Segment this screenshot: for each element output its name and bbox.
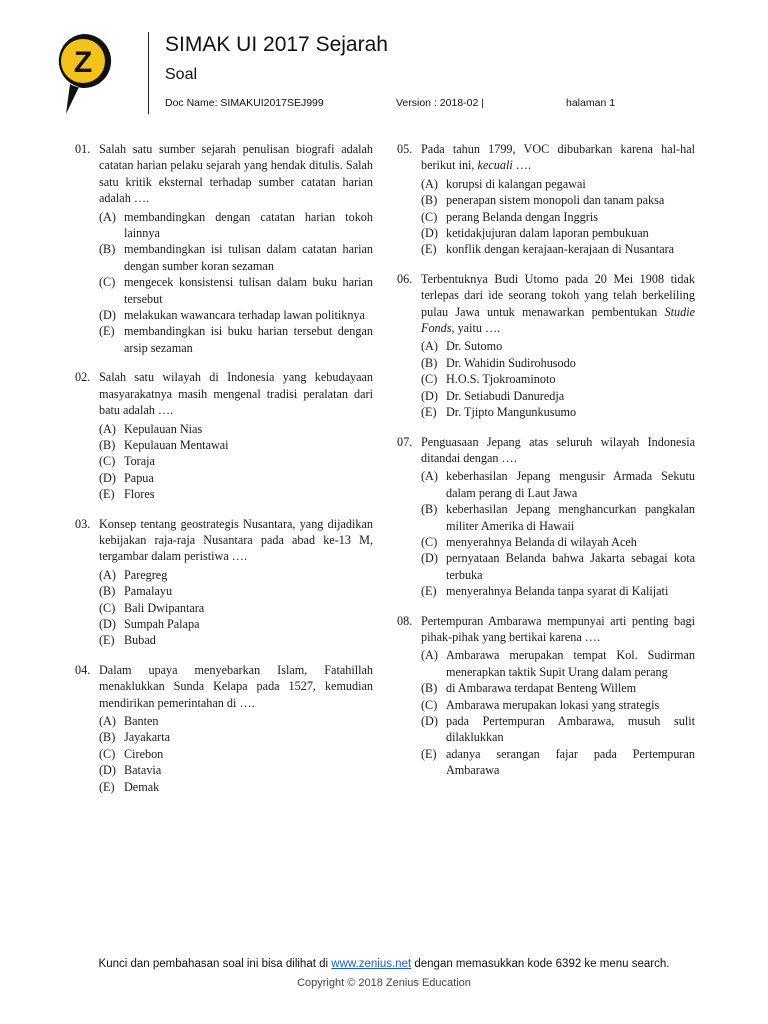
question-05: [397, 141, 695, 258]
option-c: (C) menyerahnya Belanda di wilayah Aceh: [421, 534, 637, 549]
question-text: Salah satu wilayah di Indonesia yang kebudayaan masyarakatnya masih mengenal tradisi peralatan dari batu adalah ….: [99, 370, 373, 418]
option-b: (B) di Ambarawa terdapat Benteng Willem: [421, 681, 637, 696]
option-e: (E) menyerahnya Belanda tanpa syarat di Kalijati: [421, 584, 669, 599]
option-c: (C) Ambarawa merupakan lokasi yang strategis: [421, 697, 660, 712]
option-b: (B) Jayakarta: [99, 730, 171, 745]
option-e: (E) Dr. Tjipto Mangunkusumo: [421, 405, 577, 420]
option-a: (A) membandingkan dengan catatan harian tokoh lainnya: [99, 209, 373, 241]
question-number: 05.: [397, 142, 413, 156]
option-e: (E) Flores: [99, 487, 155, 502]
doc-subtitle: Soal: [165, 66, 198, 83]
question-number: 01.: [75, 142, 91, 156]
question-number: 06.: [397, 271, 413, 286]
option-b: (B) Dr. Wahidin Sudirohusodo: [421, 355, 576, 370]
option-c: (C) Bali Dwipantara: [99, 600, 205, 615]
column-right: [397, 141, 695, 792]
option-d: (D) pada Pertempuran Ambarawa, musuh sulit dilaklukkan: [421, 714, 695, 745]
option-d: (D) melakukan wawancara terhadap lawan politiknya: [99, 308, 365, 323]
question-04: [75, 662, 373, 795]
footer-note: Kunci dan pembahasan soal ini bisa dilihat di www.zenius.net dengan memasukkan kode 6392 ke menu search.: [98, 958, 670, 970]
question-01: [75, 141, 373, 356]
question-text: Konsep tentang geostrategis Nusantara, yang dijadikan kebijakan raja-raja Nusantara pada abad ke-13 M, tergambar dalam peristiwa ….: [99, 516, 373, 564]
option-e: (E) membandingkan isi buku harian tersebut dengan arsip sezaman: [99, 324, 373, 355]
option-b: (B) membandingkan isi tulisan dalam catatan harian dengan sumber koran sezaman: [99, 242, 373, 273]
option-b: (B) penerapan sistem monopoli dan tanam paksa: [421, 193, 665, 208]
option-b: (B) Pamalayu: [99, 584, 173, 599]
option-d: (D) Sumpah Palapa: [99, 616, 200, 631]
option-d: (D) Batavia: [99, 763, 162, 778]
header-divider: [148, 32, 149, 114]
question-number: 03.: [75, 516, 91, 531]
doc-title: SIMAK UI 2017 Sejarah: [165, 33, 388, 56]
question-text-italic: Studie Fonds: [421, 304, 695, 336]
question-number: 02.: [75, 370, 91, 385]
option-c: (C) mengecek konsistensi tulisan dalam buku harian tersebut: [99, 275, 373, 306]
question-text-italic: kecuali: [477, 158, 513, 173]
option-a: (A) Dr. Sutomo: [421, 339, 503, 354]
option-a: (A) Ambarawa merupakan tempat Kol. Sudirman menerapkan taktik Supit Urang dalam perang: [421, 648, 695, 679]
option-a: (A) Paregreg: [99, 567, 168, 582]
question-number: 04.: [75, 662, 91, 677]
option-c: (C) H.O.S. Tjokroaminoto: [421, 372, 556, 387]
option-a: (A) Kepulauan Nias: [99, 421, 203, 436]
question-02: [75, 369, 373, 502]
doc-name: Doc Name: SIMAKUI2017SEJ999: [165, 97, 324, 109]
logo-letter: Z: [73, 46, 93, 79]
question-text: Pada tahun 1799, VOC dibubarkan karena hal-hal berikut ini, kecuali ….: [421, 142, 695, 173]
zenius-link[interactable]: www.zenius.net: [331, 958, 412, 970]
question-number: 08.: [397, 613, 413, 628]
option-a: (A) Banten: [99, 714, 159, 728]
option-e: (E) Demak: [99, 779, 160, 794]
column-left: [75, 141, 373, 808]
option-e: (E) Bubad: [99, 633, 156, 648]
question-number: 07.: [397, 434, 413, 449]
page-number: halaman 1: [566, 97, 616, 109]
question-text: Salah satu sumber sejarah penulisan biografi adalah catatan harian pelaku sejarah yang hendak ditulis. Salah satu kritik eksternal terhadap sumber catatan harian adalah ….: [99, 142, 373, 206]
question-03: [75, 516, 373, 649]
question-06: [397, 271, 695, 421]
question-text: Penguasaan Jepang atas seluruh wilayah Indonesia ditandai dengan ….: [421, 434, 695, 465]
question-text: Terbentuknya Budi Utomo pada 20 Mei 1908 tidak terlepas dari ide seorang tokoh yang telah berkeliling pulau Jawa untuk menawarkan pembentukan Studie Fonds, yaitu ….: [421, 271, 695, 336]
option-c: (C) Toraja: [99, 454, 155, 469]
option-a: (A) korupsi di kalangan pegawai: [421, 176, 586, 191]
option-d: (D) ketidakjujuran dalam laporan pembukuan: [421, 226, 649, 241]
option-c: (C) perang Belanda dengan Inggris: [421, 209, 598, 224]
option-e: (E) konflik dengan kerajaan-kerajaan di Nusantara: [421, 242, 675, 257]
zenius-logo: [54, 32, 112, 118]
option-d: (D) Papua: [99, 470, 154, 485]
option-e: (E) adanya serangan fajar pada Pertempuran Ambarawa: [421, 746, 695, 778]
doc-version: Version : 2018-02 |: [396, 97, 484, 109]
question-08: [397, 613, 695, 779]
option-b: (B) Kepulauan Mentawai: [99, 437, 229, 452]
question-07: [397, 434, 695, 600]
copyright: Copyright © 2018 Zenius Education: [297, 977, 471, 989]
option-d: (D) pernyataan Belanda bahwa Jakarta sebagai kota terbuka: [421, 551, 695, 582]
option-b: (B) keberhasilan Jepang menghancurkan pangkalan militer Amerika di Hawaii: [421, 502, 695, 533]
question-text: Dalam upaya menyebarkan Islam, Fatahillah menaklukkan Sunda Kelapa pada 1527, kemudian mendirikan pemerintahan di ….: [99, 662, 373, 710]
option-d: (D) Dr. Setiabudi Danuredja: [421, 388, 565, 403]
option-a: (A) keberhasilan Jepang mengusir Armada Sekutu dalam perang di Laut Jawa: [421, 469, 695, 500]
option-c: (C) Cirebon: [99, 746, 164, 761]
question-text: Pertempuran Ambarawa mempunyai arti penting bagi pihak-pihak yang bertikai karena ….: [421, 613, 695, 644]
